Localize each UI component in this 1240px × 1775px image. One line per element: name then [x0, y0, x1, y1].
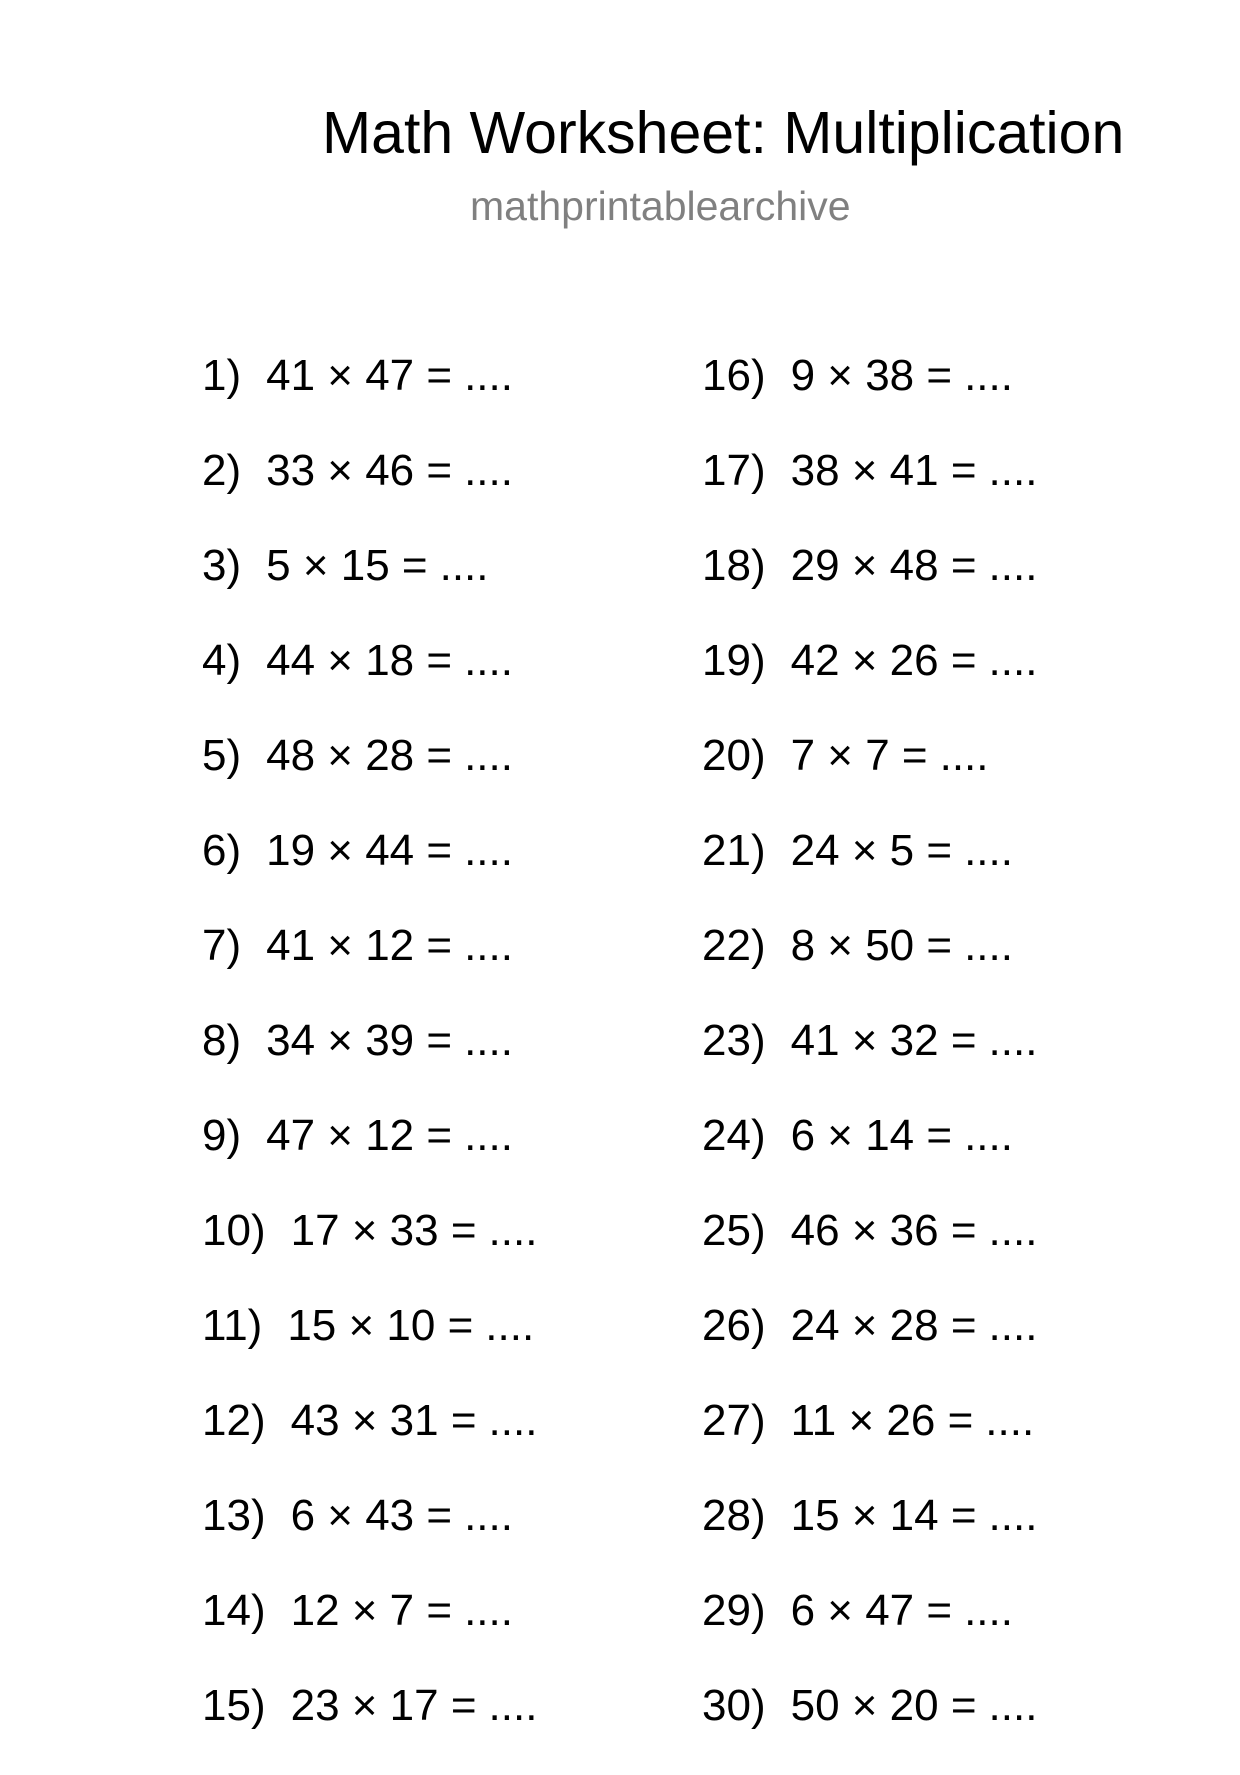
problem-expression: 6 × 43 =	[290, 1491, 453, 1540]
problem-expression: 23 × 17 =	[290, 1681, 477, 1730]
answer-blank[interactable]: ....	[988, 1016, 1038, 1065]
problem-expression: 5 × 15 =	[266, 541, 428, 590]
problem-item	[702, 1300, 1182, 1395]
problem-item	[202, 1015, 682, 1110]
problem-expression: 33 × 46 =	[266, 446, 453, 495]
problem-item	[702, 540, 1182, 635]
answer-blank[interactable]: ....	[988, 446, 1038, 495]
answer-blank[interactable]: ....	[488, 1206, 538, 1255]
answer-blank[interactable]: ....	[488, 1681, 538, 1730]
problem-expression: 41 × 32 =	[790, 1016, 977, 1065]
problem-number: 30)	[702, 1681, 766, 1730]
problem-item	[702, 825, 1182, 920]
problem-item	[202, 1585, 682, 1680]
problem-number: 2)	[202, 446, 242, 495]
problem-expression: 24 × 28 =	[790, 1301, 977, 1350]
problem-item	[702, 1490, 1182, 1585]
problem-number: 28)	[702, 1491, 766, 1540]
answer-blank[interactable]: ....	[485, 1301, 535, 1350]
answer-blank[interactable]: ....	[988, 1491, 1038, 1540]
answer-blank[interactable]: ....	[464, 921, 513, 970]
problem-expression: 34 × 39 =	[266, 1016, 453, 1065]
problem-expression: 41 × 12 =	[266, 921, 453, 970]
problem-item	[202, 920, 682, 1015]
problem-item	[202, 1395, 682, 1490]
problem-item	[202, 1680, 682, 1775]
answer-blank[interactable]: ....	[464, 636, 513, 685]
problem-number: 4)	[202, 636, 242, 685]
problem-item	[702, 635, 1182, 730]
problem-expression: 24 × 5 =	[790, 826, 953, 875]
answer-blank[interactable]: ....	[464, 731, 513, 780]
problems-column-right	[702, 350, 1182, 1775]
page-subtitle: mathprintablearchive	[470, 183, 851, 229]
problem-number: 16)	[702, 351, 766, 400]
page-title: Math Worksheet: Multiplication	[322, 100, 1125, 166]
problem-number: 26)	[702, 1301, 766, 1350]
problem-number: 23)	[702, 1016, 766, 1065]
problem-expression: 19 × 44 =	[266, 826, 453, 875]
problem-expression: 6 × 47 =	[790, 1586, 953, 1635]
problem-item	[202, 1300, 682, 1395]
answer-blank[interactable]: ....	[464, 1016, 513, 1065]
answer-blank[interactable]: ....	[988, 1681, 1038, 1730]
answer-blank[interactable]: ....	[939, 731, 989, 780]
problem-number: 10)	[202, 1206, 266, 1255]
problem-expression: 8 × 50 =	[790, 921, 953, 970]
problem-number: 7)	[202, 921, 242, 970]
problems-column-left	[202, 350, 682, 1775]
problem-number: 29)	[702, 1586, 766, 1635]
problem-expression: 41 × 47 =	[266, 351, 453, 400]
problem-item	[702, 1015, 1182, 1110]
problem-item	[202, 540, 682, 635]
answer-blank[interactable]: ....	[464, 446, 513, 495]
problem-number: 1)	[202, 351, 242, 400]
answer-blank[interactable]: ....	[964, 1111, 1013, 1160]
problem-item	[202, 445, 682, 540]
problem-expression: 47 × 12 =	[266, 1111, 453, 1160]
problem-number: 27)	[702, 1396, 766, 1445]
answer-blank[interactable]: ....	[439, 541, 489, 590]
problem-item	[702, 1395, 1182, 1490]
problem-item	[202, 1110, 682, 1205]
problem-expression: 15 × 14 =	[790, 1491, 977, 1540]
problem-number: 9)	[202, 1111, 242, 1160]
problem-number: 19)	[702, 636, 766, 685]
problem-number: 3)	[202, 541, 242, 590]
problem-number: 14)	[202, 1586, 266, 1635]
problem-item	[702, 1205, 1182, 1300]
problem-number: 5)	[202, 731, 242, 780]
answer-blank[interactable]: ....	[488, 1396, 538, 1445]
problem-number: 6)	[202, 826, 242, 875]
problem-number: 11)	[202, 1301, 263, 1350]
answer-blank[interactable]: ....	[988, 1206, 1038, 1255]
problem-item	[702, 920, 1182, 1015]
problem-number: 12)	[202, 1396, 266, 1445]
problem-expression: 38 × 41 =	[790, 446, 977, 495]
problem-item	[202, 1490, 682, 1585]
problem-item	[702, 1585, 1182, 1680]
problem-expression: 12 × 7 =	[290, 1586, 453, 1635]
problem-expression: 48 × 28 =	[266, 731, 453, 780]
answer-blank[interactable]: ....	[464, 1586, 513, 1635]
answer-blank[interactable]: ....	[985, 1396, 1035, 1445]
problem-expression: 11 × 26 =	[790, 1396, 974, 1445]
answer-blank[interactable]: ....	[988, 636, 1038, 685]
problem-number: 17)	[702, 446, 766, 495]
problem-number: 13)	[202, 1491, 266, 1540]
answer-blank[interactable]: ....	[964, 351, 1013, 400]
problem-number: 22)	[702, 921, 766, 970]
problem-expression: 15 × 10 =	[287, 1301, 474, 1350]
problem-number: 25)	[702, 1206, 766, 1255]
problem-number: 18)	[702, 541, 766, 590]
problem-item	[202, 635, 682, 730]
answer-blank[interactable]: ....	[464, 351, 513, 400]
problem-expression: 6 × 14 =	[790, 1111, 953, 1160]
problem-item	[702, 730, 1182, 825]
problem-expression: 44 × 18 =	[266, 636, 453, 685]
problem-expression: 43 × 31 =	[290, 1396, 477, 1445]
answer-blank[interactable]: ....	[964, 921, 1013, 970]
problem-number: 21)	[702, 826, 766, 875]
problem-item	[202, 1205, 682, 1300]
answer-blank[interactable]: ....	[988, 541, 1038, 590]
problem-number: 8)	[202, 1016, 242, 1065]
problem-item	[202, 825, 682, 920]
answer-blank[interactable]: ....	[964, 826, 1013, 875]
problem-number: 24)	[702, 1111, 766, 1160]
problem-item	[702, 445, 1182, 540]
problem-expression: 46 × 36 =	[790, 1206, 977, 1255]
problem-expression: 50 × 20 =	[790, 1681, 977, 1730]
problem-expression: 7 × 7 =	[790, 731, 928, 780]
problem-number: 20)	[702, 731, 766, 780]
problem-item	[702, 350, 1182, 445]
problem-expression: 9 × 38 =	[790, 351, 953, 400]
problem-number: 15)	[202, 1681, 266, 1730]
problem-item	[702, 1680, 1182, 1775]
problem-expression: 17 × 33 =	[290, 1206, 477, 1255]
answer-blank[interactable]: ....	[988, 1301, 1038, 1350]
problem-item	[702, 1110, 1182, 1205]
answer-blank[interactable]: ....	[464, 1111, 513, 1160]
problem-item	[202, 730, 682, 825]
problem-expression: 42 × 26 =	[790, 636, 977, 685]
answer-blank[interactable]: ....	[464, 826, 513, 875]
problem-expression: 29 × 48 =	[790, 541, 977, 590]
answer-blank[interactable]: ....	[464, 1491, 513, 1540]
problem-item	[202, 350, 682, 445]
answer-blank[interactable]: ....	[964, 1586, 1013, 1635]
